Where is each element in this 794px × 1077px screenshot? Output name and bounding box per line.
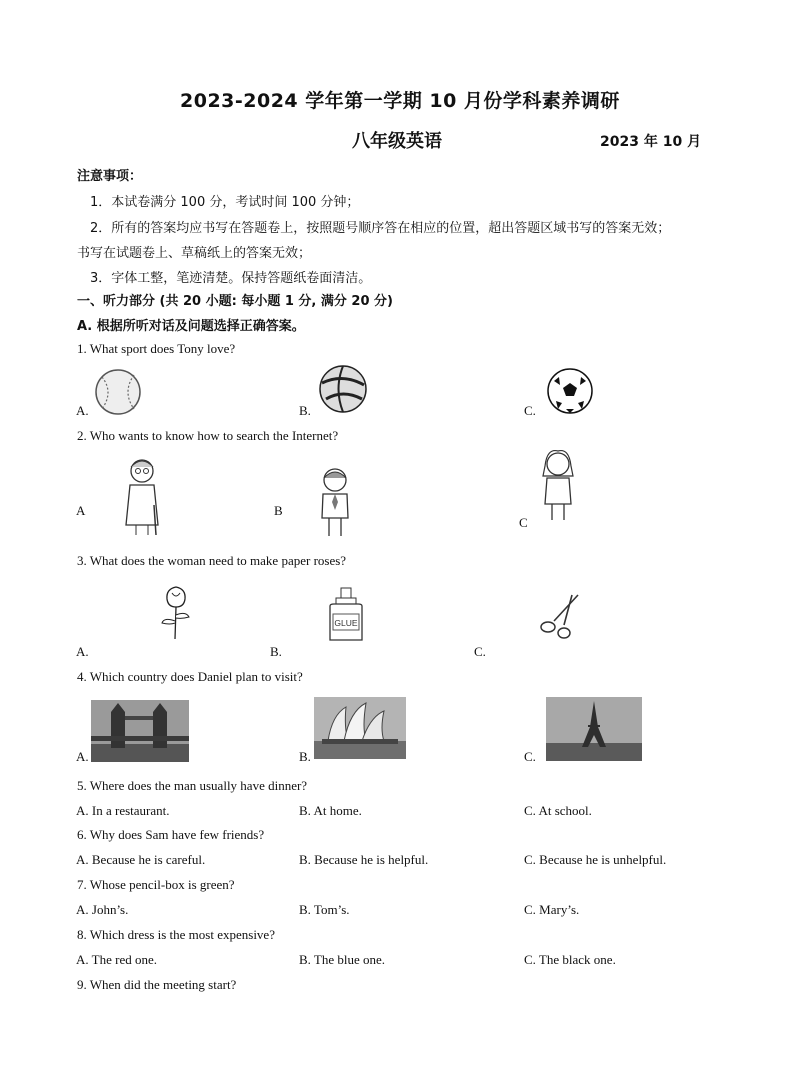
q5-option-b[interactable]: B. At home. [299,803,362,818]
part-a-instruction: A. 根据所听对话及问题选择正确答案。 [77,319,305,334]
boy-icon [315,466,355,538]
question-8: 8. Which dress is the most expensive? [77,927,275,942]
q6-option-a[interactable]: A. Because he is careful. [76,852,206,867]
page-title: 2023-2024 学年第一学期 10 月份学科素养调研 [180,90,620,112]
q1-option-c[interactable]: C. [524,403,536,418]
eiffel-tower-photo [546,697,642,761]
question-6: 6. Why does Sam have few friends? [77,827,265,842]
question-3: 3. What does the woman need to make paper roses? [77,553,347,568]
q8-option-a[interactable]: A. The red one. [76,952,157,967]
q4-option-b[interactable]: B. [299,749,311,764]
glue-label: GLUE [334,618,358,628]
notice-item-1: 1．本试卷满分 100 分，考试时间 100 分钟； [90,195,360,210]
notice-item-2-cont: 书写在试题卷上、草稿纸上的答案无效； [77,246,312,261]
q7-option-a[interactable]: A. John’s. [76,902,129,917]
q7-option-b[interactable]: B. Tom’s. [299,902,350,917]
q5-option-c[interactable]: C. At school. [524,803,592,818]
section-heading: 一、听力部分 (共 20 小题: 每小题 1 分, 满分 20 分) [77,294,393,309]
question-9: 9. When did the meeting start? [77,977,237,992]
tower-bridge-photo [91,700,189,762]
q1-option-b[interactable]: B. [299,403,311,418]
q7-option-c[interactable]: C. Mary’s. [524,902,580,917]
q1-option-a[interactable]: A. [76,403,89,418]
q2-option-a[interactable]: A [76,503,86,518]
notice-heading: 注意事项： [77,169,143,184]
q4-option-c[interactable]: C. [524,749,536,764]
grandma-icon [120,455,166,537]
question-5: 5. Where does the man usually have dinner? [77,778,308,793]
q3-option-b[interactable]: B. [270,644,282,659]
glue-icon [326,586,366,644]
question-2: 2. Who wants to know how to search the Internet? [77,428,339,443]
q6-option-c[interactable]: C. Because he is unhelpful. [524,852,667,867]
question-1: 1. What sport does Tony love? [77,341,236,356]
opera-house-photo [314,697,406,759]
q3-option-a[interactable]: A. [76,644,89,659]
question-7: 7. Whose pencil-box is green? [77,877,235,892]
girl-icon [533,448,583,524]
q2-option-c[interactable]: C [519,515,528,530]
q4-option-a[interactable]: A. [76,749,89,764]
question-4: 4. Which country does Daniel plan to visit? [77,669,303,684]
q8-option-b[interactable]: B. The blue one. [299,952,386,967]
volleyball-icon [316,363,370,415]
q5-option-a[interactable]: A. In a restaurant. [76,803,170,818]
q3-option-c[interactable]: C. [474,644,486,659]
exam-date: 2023 年 10 月 [600,134,702,150]
subject-title: 八年级英语 [352,131,442,152]
soccer-ball-icon [546,367,594,415]
q2-option-b[interactable]: B [274,503,283,518]
notice-item-2: 2．所有的答案均应书写在答题卷上，按照题号顺序答在相应的位置，超出答题区域书写的答案无效； [90,221,671,236]
q6-option-b[interactable]: B. Because he is helpful. [299,852,429,867]
scissors-icon [538,591,584,639]
notice-item-3: 3．字体工整，笔迹清楚。保持答题纸卷面清洁。 [90,271,372,286]
q8-option-c[interactable]: C. The black one. [524,952,616,967]
rose-icon [158,583,194,641]
baseball-icon [92,367,144,417]
